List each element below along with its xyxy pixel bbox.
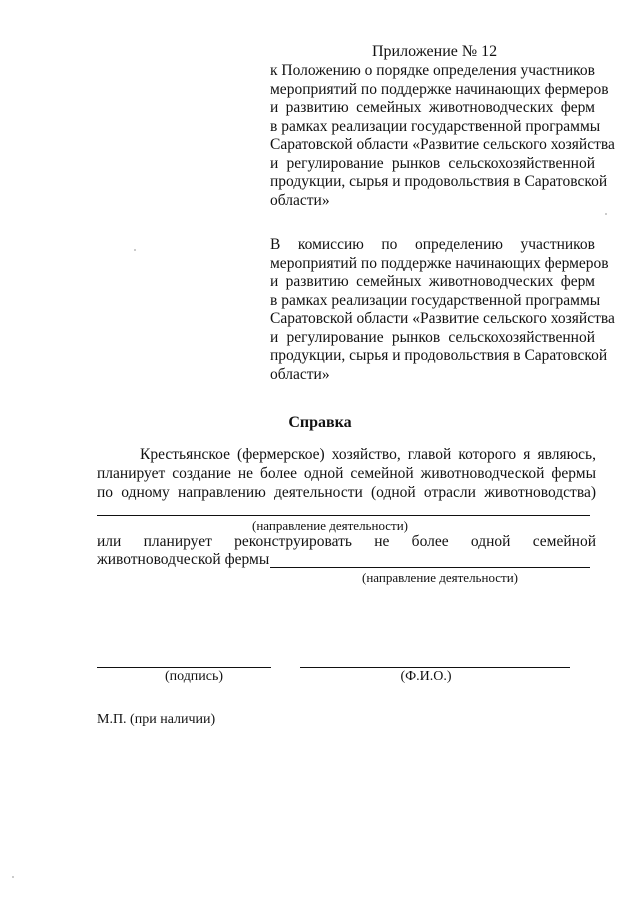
farm-label: животноводческой фермы bbox=[97, 551, 270, 568]
document-title: Справка bbox=[288, 414, 352, 431]
appendix-title: Приложение № 12 bbox=[372, 43, 498, 60]
body-line bbox=[97, 465, 596, 484]
addressee-line: и регулирование рынков сельскохозяйственной bbox=[270, 328, 595, 346]
addressee-line: В комиссию по определению участников bbox=[270, 236, 595, 253]
stamp-note: М.П. (при наличии) bbox=[97, 712, 216, 727]
or-line bbox=[97, 533, 596, 552]
appendix-line: области» bbox=[270, 191, 330, 209]
appendix-reference bbox=[270, 62, 615, 210]
appendix-line: и регулирование рынков сельскохозяйственной bbox=[270, 154, 595, 172]
appendix-line: Саратовской области «Развитие сельского хозяйства bbox=[270, 136, 615, 153]
addressee-line: области» bbox=[270, 365, 330, 383]
addressee-line: Саратовской области «Развитие сельского хозяйства bbox=[270, 310, 615, 327]
appendix-line: и развитию семейных животноводческих ферм bbox=[270, 99, 595, 116]
scan-speck bbox=[605, 213, 607, 215]
appendix-line bbox=[270, 62, 595, 81]
addressee-line: мероприятий по поддержке начинающих фермеров bbox=[270, 254, 609, 272]
body-line-text: Крестьянское (фермерское) хозяйство, главой которого я являюсь, bbox=[140, 446, 596, 463]
body-line-text: планирует создание не более одной семейной животноводческой фермы bbox=[97, 465, 596, 482]
appendix-line: продукции, сырья и продовольствия в Саратовской bbox=[270, 173, 608, 190]
addressee-block bbox=[270, 236, 615, 384]
scan-speck bbox=[134, 249, 136, 251]
direction-fill-line-1 bbox=[97, 515, 590, 516]
direction-caption-1: (направление деятельности) bbox=[251, 518, 409, 533]
addressee-line: продукции, сырья и продовольствия в Саратовской bbox=[270, 347, 608, 364]
signature-caption: (подпись) bbox=[164, 669, 224, 684]
body-line bbox=[140, 446, 596, 465]
scan-speck bbox=[12, 876, 14, 878]
name-caption: (Ф.И.О.) bbox=[400, 669, 452, 684]
direction-caption-2: (направление деятельности) bbox=[361, 570, 519, 585]
appendix-line: мероприятий по поддержке начинающих фермеров bbox=[270, 80, 609, 98]
or-line-text: или планирует реконструировать не более одной семейной bbox=[97, 533, 596, 550]
addressee-line: в рамках реализации государственной программы bbox=[270, 291, 601, 309]
body-line bbox=[97, 484, 596, 503]
addressee-line: и развитию семейных животноводческих ферм bbox=[270, 273, 595, 290]
appendix-line-text: к Положению о порядке определения участников bbox=[270, 62, 595, 79]
appendix-line: в рамках реализации государственной программы bbox=[270, 117, 601, 135]
body-line-text: по одному направлению деятельности (одной отрасли животноводства) bbox=[97, 484, 596, 501]
direction-fill-line-2 bbox=[270, 567, 590, 568]
